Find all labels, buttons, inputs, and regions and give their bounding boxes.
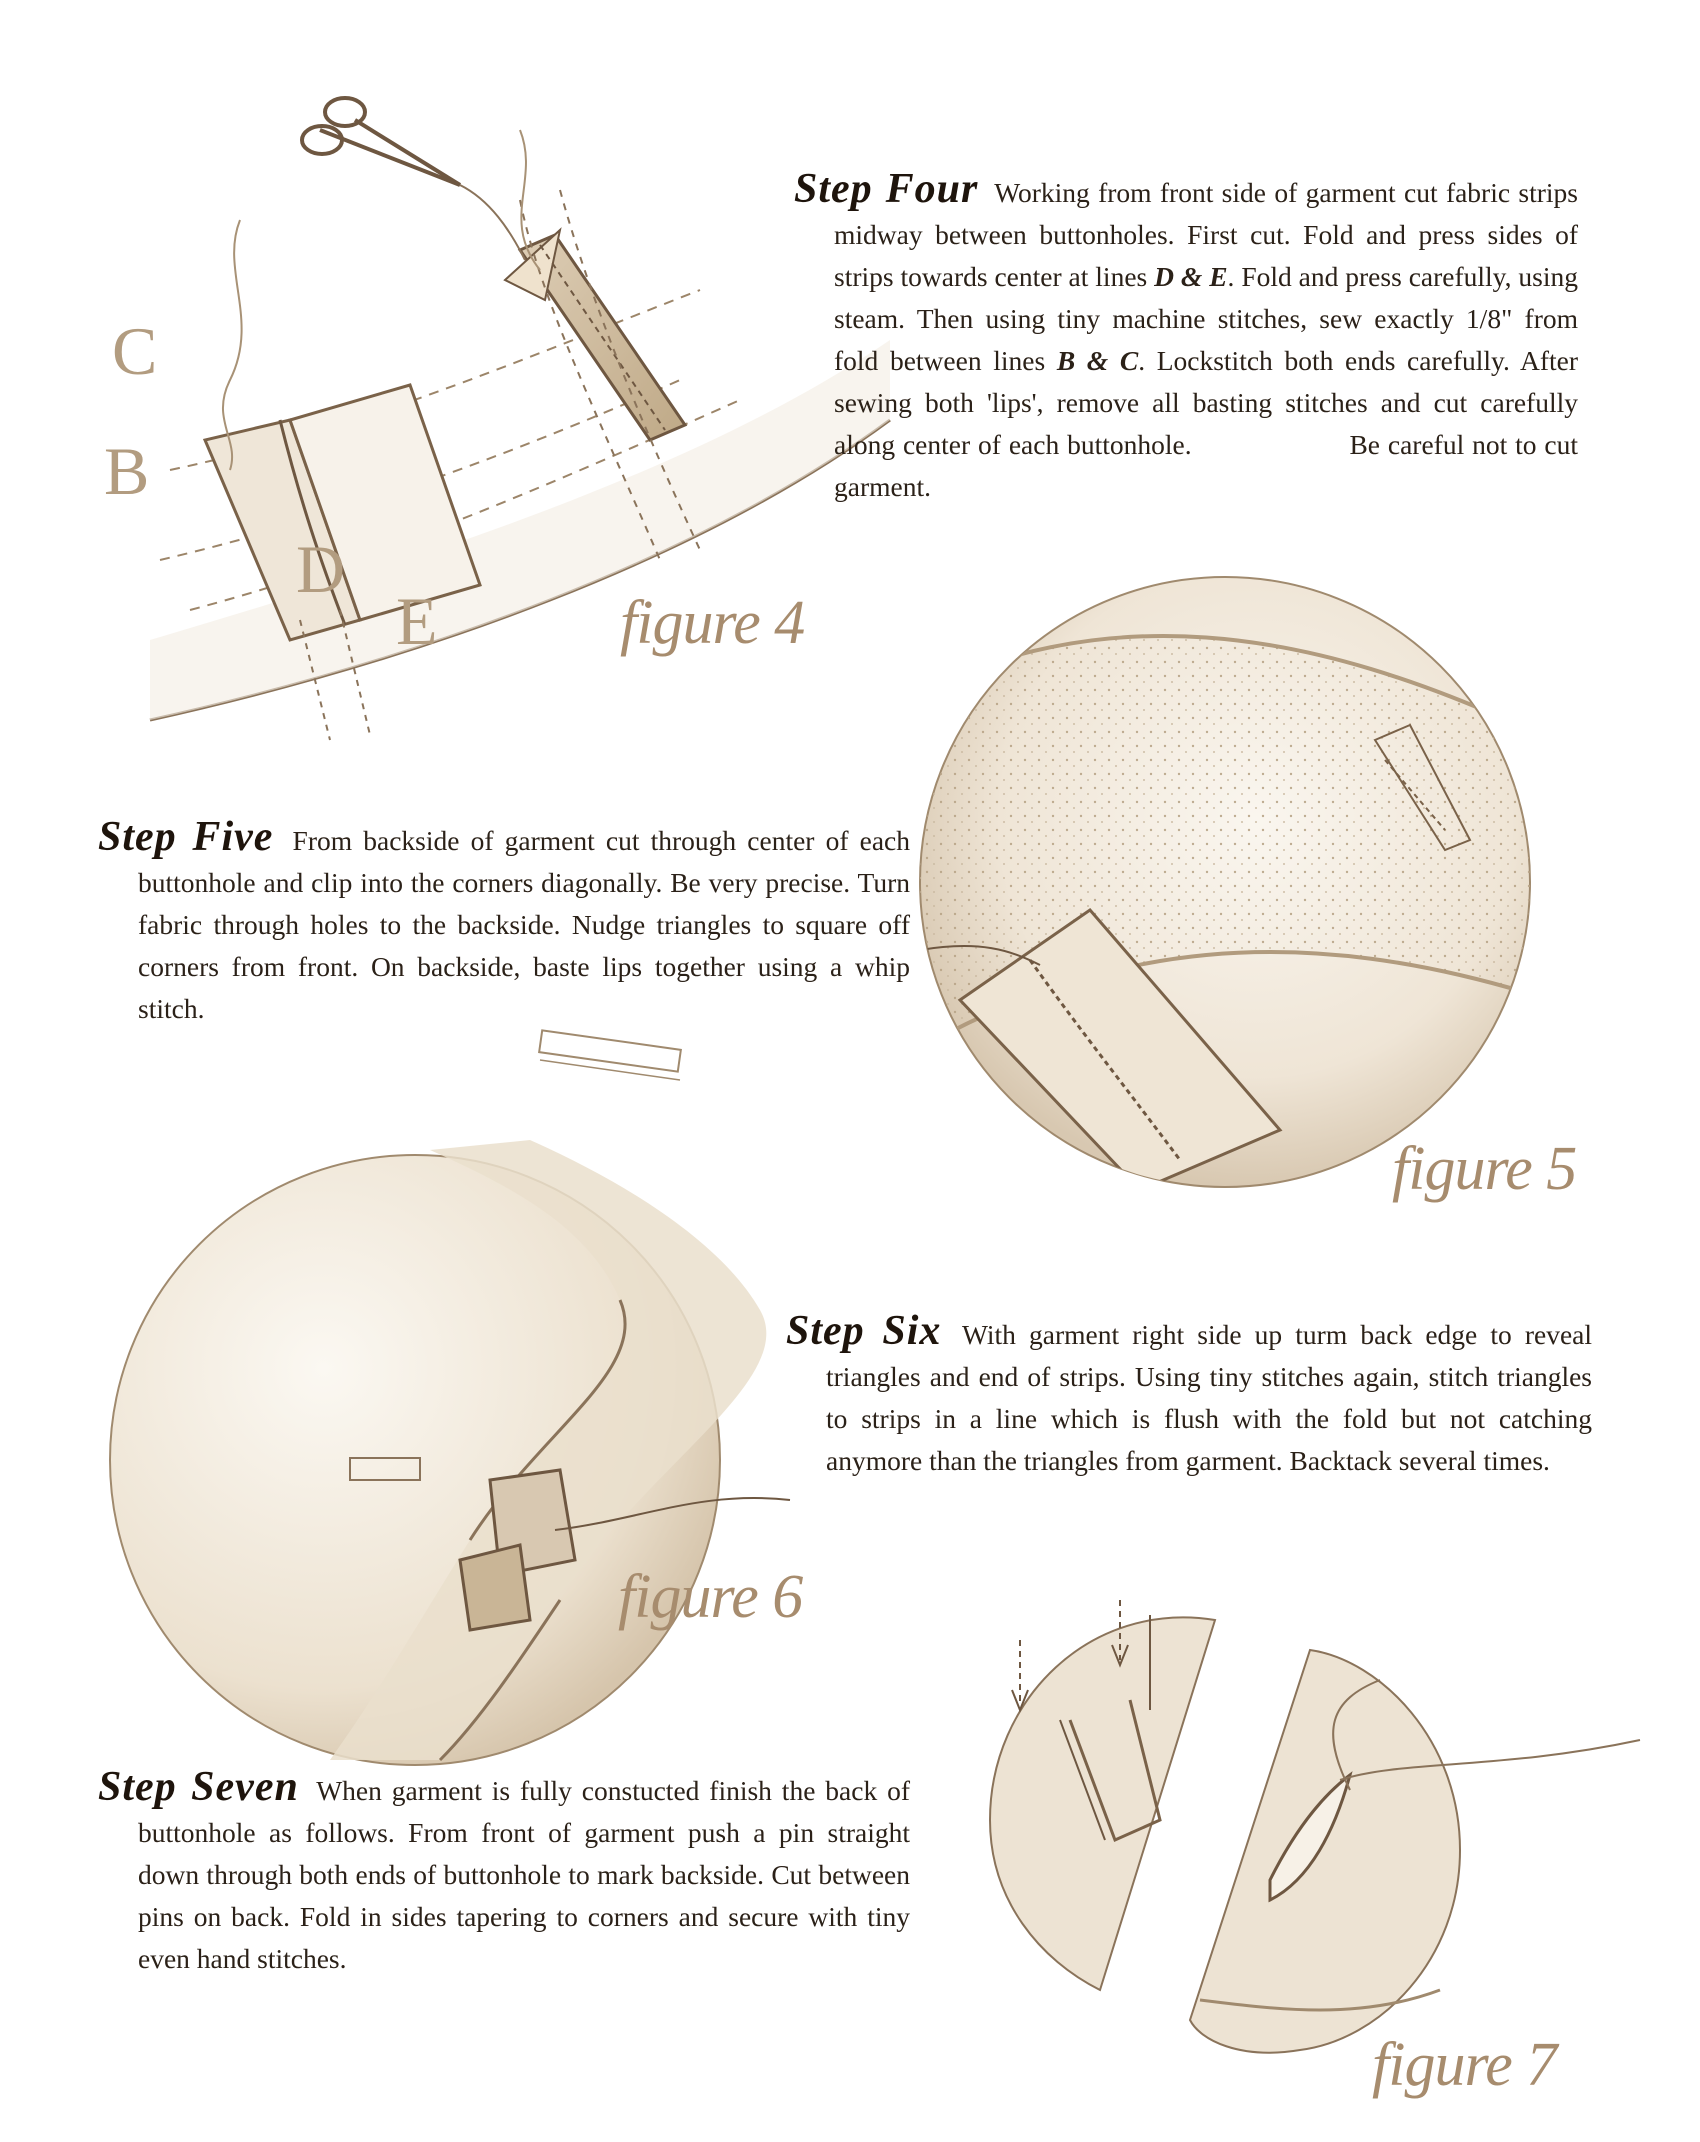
- step-six-title: Step Six: [786, 1308, 942, 1354]
- step-six-text: With garment right side up turm back edge to reveal triangles and end of strips. Using tiny stitches again, stitch triangles to strips in a line which is flush with the fold but not catching anymore than the triangles from garment. Backtack several times.: [826, 1319, 1592, 1476]
- step-four-text-2: . Fold and press carefully, using steam. Then using tiny machine stitches, sew exactly 1/8" from fold between lines: [834, 261, 1578, 376]
- step-six: [786, 1310, 1592, 1482]
- step-five: [98, 816, 910, 1030]
- figure-5-label: figure 5: [1392, 1135, 1577, 1203]
- figure-7-illustration: [990, 1600, 1640, 2053]
- figure-6-label: figure 6: [618, 1563, 803, 1631]
- line-letter-c: C: [112, 313, 158, 389]
- step-seven: [98, 1766, 910, 1980]
- step-four-text-1: Working from front side of garment cut fabric strips midway between buttonholes. First cut. Fold and press sides of strips towards center at lines: [834, 177, 1578, 292]
- step-four: [794, 168, 1578, 508]
- line-letter-b: B: [104, 433, 150, 509]
- step-four-text-3: . Lockstitch both ends carefully. After sewing both 'lips', remove all basting stitches and cut carefully along center of each buttonhole.: [834, 345, 1579, 460]
- line-letter-e: E: [396, 583, 438, 659]
- step-seven-text: When garment is fully constucted finish the back of buttonhole as follows. From front of garment push a pin straight down through both ends of buttonhole to mark backside. Cut between pins on back. Fold in sides tapering to corners and secure with tiny even hand stitches.: [138, 1775, 910, 1974]
- figure-7-label: figure 7: [1372, 2031, 1557, 2099]
- line-letter-d: D: [296, 531, 346, 607]
- figure-5-illustration: [900, 577, 1550, 1190]
- step-five-title: Step Five: [98, 814, 274, 860]
- step-four-warning: Be careful not to cut garment.: [834, 429, 1579, 502]
- step-seven-title: Step Seven: [98, 1764, 299, 1810]
- step-four-title: Step Four: [794, 166, 979, 212]
- figure-6-illustration: [110, 1030, 790, 1765]
- step-four-label-de: D & E: [1154, 261, 1228, 292]
- step-four-label-bc: B & C: [1056, 345, 1139, 376]
- step-five-text: From backside of garment cut through center of each buttonhole and clip into the corners diagonally. Be very precise. Turn fabric through holes to the backside. Nudge triangles to square off corners from front. On backside, baste lips together using a whip stitch.: [138, 825, 911, 1024]
- figure-4-label: figure 4: [620, 589, 805, 657]
